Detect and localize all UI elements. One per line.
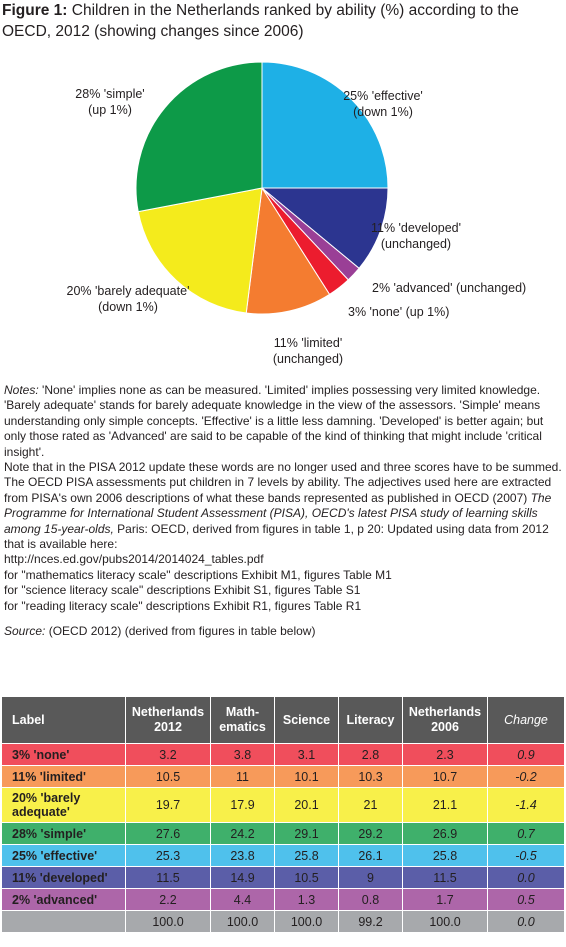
row-label: 11% 'developed' [2,867,126,889]
table-row [2,845,565,867]
slice-label: 28% 'simple' (up 1%) [75,87,145,117]
table-cell: 26.1 [339,845,403,867]
table-cell: 10.7 [403,766,488,788]
table-cell: 29.2 [339,823,403,845]
row-label [2,911,126,933]
table-row [2,911,565,933]
row-label: 2% 'advanced' [2,889,126,911]
table-cell: 26.9 [403,823,488,845]
table-cell: 2.8 [339,744,403,766]
header-change: Change [488,697,565,744]
table-cell: 2.3 [403,744,488,766]
table-cell: 17.9 [211,788,275,823]
table-cell: -0.2 [488,766,565,788]
math-note: for "mathematics literacy scale" descriptions Exhibit M1, figures Table M1 [4,567,392,582]
source-line [4,624,562,639]
table-cell: 3.1 [275,744,339,766]
header-netherlands-2006: Netherlands 2006 [403,697,488,744]
table-cell: 3.8 [211,744,275,766]
notes-text-2: Note that in the PISA 2012 update these words are no longer used and three scores have to be summed. The OECD PISA assessments put children in 7 levels by ability. The adjectives used here are extracted from PISA's own 2006 descriptions of what these bands represented as published in OECD (2007) [4,460,562,505]
publication-title: The Programme for International Student Assessment (PISA), OECD's latest PISA study of learning skills among 15-year-olds, [4,490,552,536]
table-row [2,744,565,766]
data-table [1,696,565,933]
table-cell: 29.1 [275,823,339,845]
source-text: (OECD 2012) (derived from figures in table below) [45,624,316,639]
pie-chart [0,44,566,374]
notes-text: 'None' implies none as can be measured. 'Limited' implies possessing very limited knowledge. 'Barely adequate' stands for barely adequate knowledge in the view of the assessors. 'Simple' means understanding only simple concepts. 'Effective' is a little less damning. 'Developed' is better again; but only those rated as 'Advanced' are said to be capable of the kind of thinking that might include 'critical insight'. [4,383,544,459]
header-label: Label [2,697,126,744]
table-cell: 0.5 [488,889,565,911]
table-cell: 0.9 [488,744,565,766]
reading-note: for "reading literacy scale" descriptions Exhibit R1, figures Table R1 [4,598,362,613]
table-cell: 1.3 [275,889,339,911]
table-row [2,889,565,911]
table-cell: 1.7 [403,889,488,911]
table-cell: 0.0 [488,867,565,889]
table-cell: 0.8 [339,889,403,911]
table-cell: 100.0 [403,911,488,933]
row-label: 25% 'effective' [2,845,126,867]
table-cell: 0.0 [488,911,565,933]
table-cell: 10.5 [126,766,211,788]
figure-number: Figure 1: [2,2,68,19]
table-row [2,867,565,889]
figure-title [2,0,562,42]
table-cell: 2.2 [126,889,211,911]
notes-section [4,383,562,640]
table-cell: 100.0 [126,911,211,933]
slice-label: 11% 'limited' (unchanged) [272,336,344,366]
table-cell: 25.8 [403,845,488,867]
table-cell: 4.4 [211,889,275,911]
row-label: 11% 'limited' [2,766,126,788]
table-row [2,823,565,845]
header-netherlands-2012: Netherlands 2012 [126,697,211,744]
table-cell: 10.3 [339,766,403,788]
table-cell: 99.2 [339,911,403,933]
header-mathematics: Math- ematics [211,697,275,744]
notes-text-3: Paris: OECD, derived from figures in table 1, p 20: Updated using data from 2012 that is available here: [4,521,549,552]
pie-slice [136,62,262,212]
table-cell: 0.7 [488,823,565,845]
slice-label: 2% 'advanced' (unchanged) [372,281,527,295]
table-header-row [2,697,565,744]
notes-paragraph [4,383,562,460]
table-cell: 21 [339,788,403,823]
table-cell: 9 [339,867,403,889]
science-note: for "science literacy scale" descriptions Exhibit S1, figures Table S1 [4,583,361,598]
slice-label: 20% 'barely adequate' (down 1%) [66,284,190,314]
source-url: http://nces.ed.gov/pubs2014/2014024_tables.pdf [4,552,264,567]
slice-label: 11% 'developed' (unchanged) [370,221,462,251]
slice-label: 25% 'effective' (down 1%) [343,89,423,119]
table-cell: 14.9 [211,867,275,889]
notes-label: Notes: [4,383,39,397]
table-cell: 100.0 [275,911,339,933]
table-row [2,788,565,823]
header-literacy: Literacy [339,697,403,744]
table-cell: 3.2 [126,744,211,766]
table-cell: 25.8 [275,845,339,867]
slice-label: 3% 'none' (up 1%) [348,305,450,319]
row-label: 28% 'simple' [2,823,126,845]
table-cell: 25.3 [126,845,211,867]
table-cell: 23.8 [211,845,275,867]
table-row [2,766,565,788]
header-science: Science [275,697,339,744]
table-cell: 11.5 [403,867,488,889]
table-cell: 10.5 [275,867,339,889]
table-cell: 24.2 [211,823,275,845]
table-cell: -0.5 [488,845,565,867]
row-label: 20% 'barely adequate' [2,788,126,823]
source-label: Source: [4,624,46,639]
table-cell: 19.7 [126,788,211,823]
figure-title-text: Children in the Netherlands ranked by ability (%) according to the OECD, 2012 (showing changes since 2006) [2,2,519,40]
table-cell: 100.0 [211,911,275,933]
row-label: 3% 'none' [2,744,126,766]
table-cell: -1.4 [488,788,565,823]
table-cell: 11.5 [126,867,211,889]
table-cell: 27.6 [126,823,211,845]
table-cell: 20.1 [275,788,339,823]
table-cell: 10.1 [275,766,339,788]
table-cell: 11 [211,766,275,788]
table-cell: 21.1 [403,788,488,823]
notes-paragraph-2 [4,460,562,552]
pie-slice [262,62,388,188]
